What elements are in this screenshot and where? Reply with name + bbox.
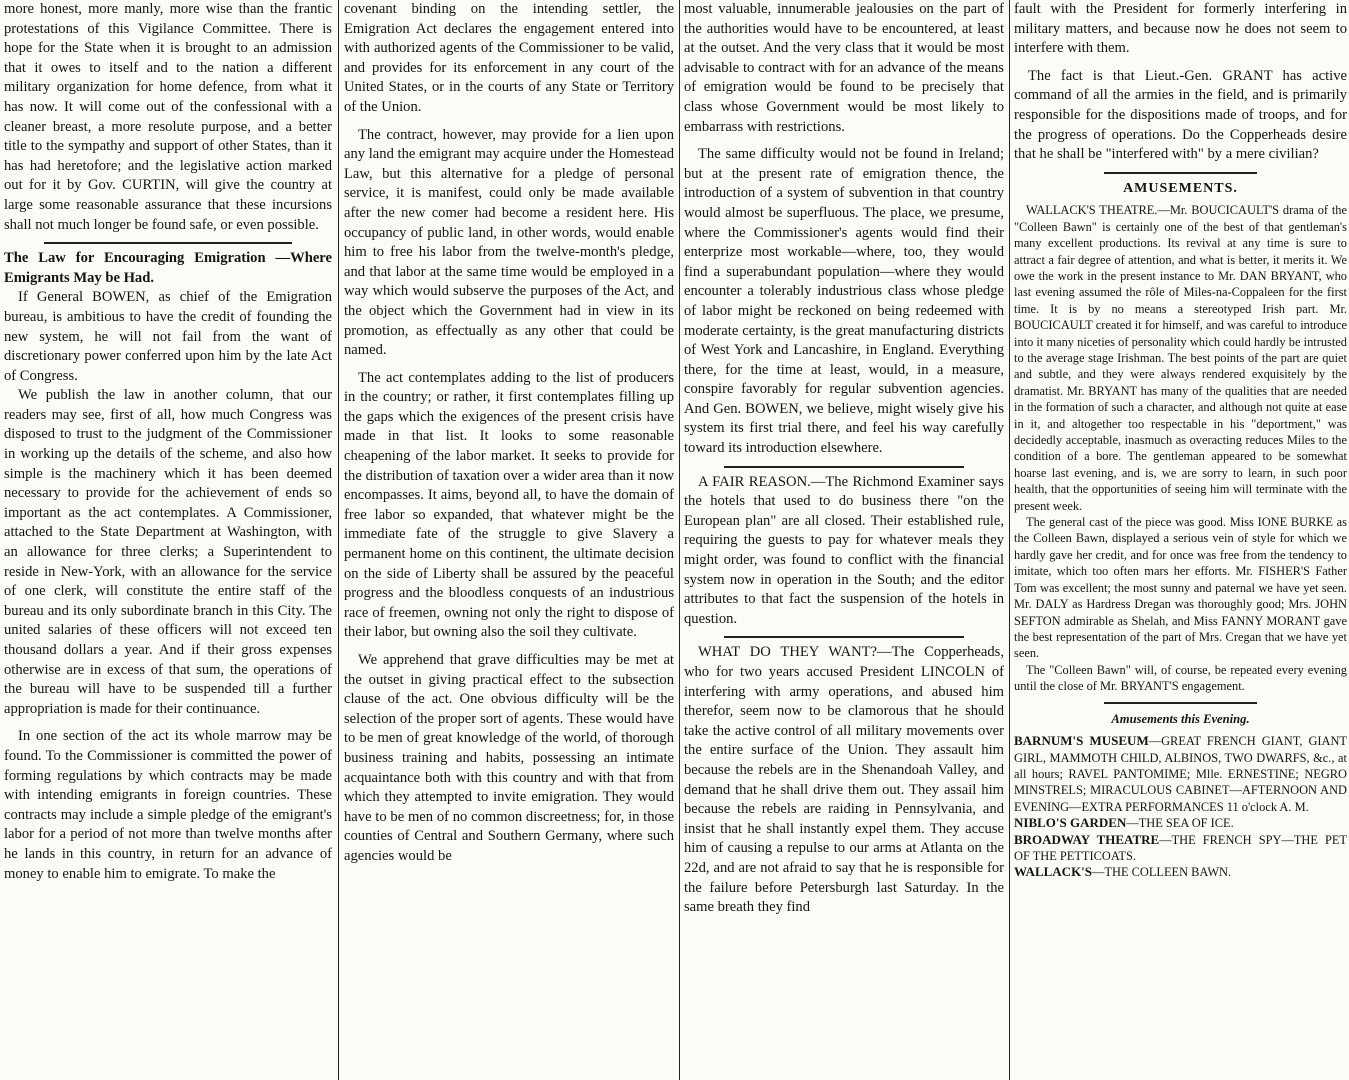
column-divider-rule (724, 636, 964, 638)
listing-name: BROADWAY THEATRE (1014, 831, 1160, 847)
column-1 (4, 0, 332, 1080)
headline-emigration-law: The Law for Encouraging Emigration —Where Emigrants May be Had. (4, 250, 332, 286)
paragraph-act-contemplates: The act contemplates adding to the list of producers in the country; or rather, it first contemplates filling up the gaps which the exigences of the present crisis have made in that list. It looks to some reasonable cheapening of the labor market. It seeks to provide for the distribution of taxation over a wider area than it now encompasses. It aims, beyond all, to have the domain of free labor so expanded, that whatever might be the immediate fate of the struggle to give Slavery a permanent home on this continent, the ultimate decision on the side of Liberty shall be assured by the peaceful progress and the bloodless conquests of an industrious race of freemen, owning not only the right to dispose of their labor, but owning also the soil they cultivate. (344, 369, 674, 641)
amusements-heading: AMUSEMENTS. (1123, 180, 1238, 196)
column-4 (1014, 0, 1347, 1080)
column-2 (344, 0, 674, 1080)
article-vigilance-end: more honest, more manly, more wise than the frantic protestations of this Vigilance Committee. There is hope for the State when it is brought to an admission that it owes to itself and to the nation a different military organization for home defence, from what it has now. It will come out of the confessional with a cleaner breast, a more resolute purpose, and a better title to the sympathy and support of other States, than it has had heretofore; and the legislative action marked out for it by Gov. CURTIN, will give the country at large some reasonable assurance that these incursions shall not much longer be found safe, or even possible. (4, 1, 332, 233)
paragraph-general-bowen: If General BOWEN, as chief of the Emigration bureau, is ambitious to have the credit of founding the new system, he will not fail from the want of discretionary power conferred upon him by the late Act of Congress. (4, 289, 332, 384)
paragraph-grave-difficulties: We apprehend that grave difficulties may be met at the outset in giving practical effect to the subsection clause of the act. One obvious difficulty will be the selection of the proper sort of agents. These would have to be men of great knowledge of the world, of thorough business training and habits, possessing an intimate acquaintance both with this country and with that from which they attempted to invite emigration. They would have to be men of no common discreetness; for, in those counties of Central and Southern Germany, where such agencies would be (344, 652, 674, 864)
column-rule (338, 0, 339, 1080)
paragraph-covenant: covenant binding on the intending settler, the Emigration Act declares the engagement entered into with authorized agents of the Commissioner to be valid, and provides for its enforcement in any court of the United States, or in the courts of any State or Territory of the Union. (344, 1, 674, 115)
column-divider-rule (1104, 172, 1257, 174)
paragraph-act-section: In one section of the act its whole marrow may be found. To the Commissioner is committed the power of forming regulations by which contracts may be made with intending emigrants in foreign countries. These contracts may include a simple pledge of the emigrant's labor for a period of not more than twelve months after he lands in this country, in return for an advance of money to enable him to emigrate. To make the (4, 728, 332, 882)
fair-reason-lead: A FAIR REASON. (698, 473, 811, 490)
amusements-section (1014, 202, 1347, 694)
what-do-they-want-lead: WHAT DO THEY WANT? (698, 644, 878, 661)
review-colleen-bawn-repeat: The "Colleen Bawn" will, of course, be repeated every evening until the close of Mr. BRYANT'S engagement. (1014, 662, 1347, 694)
listing-wallacks (1014, 864, 1347, 880)
listing-name: BARNUM'S MUSEUM (1014, 733, 1149, 749)
listing-broadway-theatre (1014, 832, 1347, 865)
listing-barnums-museum (1014, 733, 1347, 815)
listing-name: WALLACK'S (1014, 864, 1093, 880)
paragraph-fault-president: fault with the President for formerly interfering in military matters, and because now he does not seem to interfere with them. (1014, 1, 1347, 57)
paragraph-fair-reason (684, 473, 1004, 630)
paragraph-publish-law: We publish the law in another column, that our readers may see, first of all, how much Congress was disposed to trust to the judgment of the Commissioner in working up the details of the scheme, and also how simple is the machinery which it has been deemed necessary to provide for the achievement of ends so important as the act contemplates. A Commissioner, attached to the State Department at Washington, with an allowance for three clerks; a Superintendent to reside in New-York, with an allowance for the service of one clerk, will constitute the entire staff of the bureau and its only subordinate branch in this City. The united salaries of these officers will not exceed ten thousand dollars a year. And if their gross expenses otherwise are in excess of that sum, the operations of the bureau will have to be suspended till a further appropriation is made for their continuance. (4, 387, 332, 717)
column-divider-rule (1104, 702, 1257, 704)
column-rule (1009, 0, 1010, 1080)
paragraph-contract-lien: The contract, however, may provide for a lien upon any land the emigrant may acquire under the Homestead Law, but this alternative for a pledge of personal service, it is manifest, could only be made available after the new comer had become a resident here. His occupancy of public land, in other words, would enable him to free his labor from the twelve-month's pledge, and that labor at the same time would be employed in a way which would subserve the purposes of the Act, and the object which the Government had in view in its promotion, as effectually as any other that could be named. (344, 126, 674, 359)
amusements-evening-heading: Amusements this Evening. (1111, 711, 1250, 726)
paragraph-jealousies: most valuable, innumerable jealousies on the part of the authorities would have to be encountered, at least at the outset. And the very class that it would be most advisable to contract with for an advance of the means of emigration would be found to be precisely that class whose Government would be most likely to embarrass with restrictions. (684, 1, 1004, 135)
column-rule (679, 0, 680, 1080)
column-3 (684, 0, 1004, 1080)
what-do-they-want-text: —The Copperheads, who for two years accused President LINCOLN of interfering with army operations, and abused him therefor, seem now to be clamorous that he should take the active control of all military movements over the entire surface of the Union. They assault him because the rebels are in the Shenandoah Valley, and demand that he shall drive them out. They assail him because the rebels are raiding in Pennsylvania, and insist that he shall instantly expel them. They accuse him of causing a repulse to our arms at Atlanta on the 22d, and are not afraid to say that he is responsible for the failure before Petersburgh last Saturday. In the same breath they find (684, 644, 1004, 916)
listing-text: —THE FRENCH SPY—THE PET OF THE PETTICOATS. (1014, 832, 1347, 863)
listing-niblos-garden (1014, 815, 1347, 831)
review-general-cast: The general cast of the piece was good. Miss IONE BURKE as the Colleen Bawn, displayed a serious vein of style for which we hardly gave her credit, and for once was free from the tendency to imitate, which too often mars her efforts. Mr. FISHER'S Father Tom was excellent; the most sunny and paternal we have yet seen. Mr. DALY as Hardress Dregan was thoroughly good; Mrs. JOHN SEFTON admirable as Shelah, and Miss FANNY MORANT gave the best representation of the part of Mrs. Cregan that we have yet seen. (1014, 515, 1347, 661)
paragraph-ireland: The same difficulty would not be found in Ireland; but at the present rate of emigration thence, the introduction of a system of subvention in that country would almost be superfluous. The place, we presume, where the Commissioner's agents would find their enterprize most workable—where, too, they would find a superabundant population—where they would encounter a tolerably industrious class whose pledge of labor might be reckoned on being redeemed with moderate certainty, is the great manufacturing districts of West York and Lancashire, in England. Everything there, for the time at least, would, in a measure, conspire favorably for regular subvention agencies. And Gen. BOWEN, we believe, might wisely give his system its first trial there, and feel his way carefully toward its introduction elsewhere. (684, 146, 1004, 457)
paragraph-grant-command: The fact is that Lieut.-Gen. GRANT has active command of all the armies in the field, and is primarily responsible for the dispositions made of troops, and for the progress of operations. Do the Copperheads desire that he shall be "interfered with" by a mere civilian? (1014, 67, 1347, 163)
column-divider-rule (724, 466, 964, 468)
review-wallacks-theatre: WALLACK'S THEATRE.—Mr. BOUCICAULT'S drama of the "Colleen Bawn" is certainly one of the best of that gentleman's many excellent productions. Its revival at any time is sure to attract a fair degree of attention, and what is better, it merits it. We owe the work in the present instance to Mr. DAN BRYANT, who last evening assumed the rôle of Miles-na-Coppaleen for the first time. It is by no means a stereotyped Irish part. Mr. BOUCICAULT created it for himself, and was careful to introduce into it many niceties of personality which could hardly be intrusted to the average stage Irishman. The best points of the part are quiet and subtle, and they were always rendered exquisitely by the dramatist. Mr. BRYANT has many of the qualities that are needed in the formation of such a character, and although not quite at ease in it, and altogether too respectable in his "deportment," was decidedly acceptable, inasmuch as overacting reduces Miles to the condition of a bore. The gentleman appeared to be somewhat hoarse last evening, and is, we are sorry to learn, in such poor health, that the opportunities of seeing him will terminate with the present week. (1014, 203, 1347, 513)
listing-text: —THE COLLEEN BAWN. (1092, 865, 1232, 880)
listing-text: —GREAT FRENCH GIANT, GIANT GIRL, MAMMOTH CHILD, ALBINOS, TWO DWARFS, &c., at all hours; RAVEL PANTOMIME; Mlle. ERNESTINE; NEGRO MINSTRELS; MIRACULOUS CABINET—AFTERNOON AND EVENING—EXTRA PERFORMANCES 11 o'clock A. M. (1014, 734, 1347, 814)
fair-reason-text: —The Richmond Examiner says the hotels that used to do business there "on the European plan" are all closed. Their established rule, requiring the guests to pay for whatever meals they might order, was found to conflict with the financial system now in operation in the South; and the editor attributes to that fact the suspension of the hotels in question. (684, 473, 1004, 627)
paragraph-what-do-they-want (684, 643, 1004, 917)
listing-name: NIBLO'S GARDEN (1014, 815, 1127, 831)
column-divider-rule (44, 242, 292, 244)
listing-text: —THE SEA OF ICE. (1126, 816, 1234, 831)
